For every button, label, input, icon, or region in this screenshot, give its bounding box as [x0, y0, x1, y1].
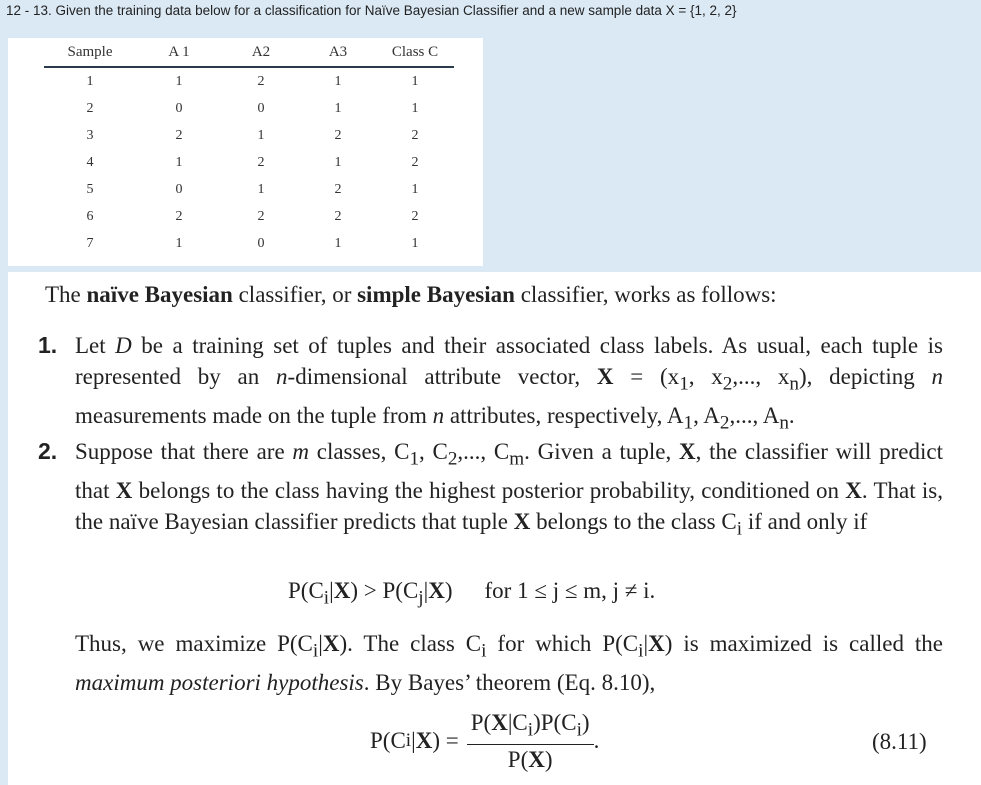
table-cell: 2 [411, 154, 419, 170]
header-class-c: Class C [376, 38, 454, 67]
table-row [44, 203, 454, 230]
intro-sentence: The naïve Bayesian classifier, or simple Bayesian classifier, works as follows: [45, 282, 777, 307]
table-cell: 2 [257, 73, 265, 89]
training-data-table [44, 38, 454, 257]
table-row [44, 122, 454, 149]
training-data-table-panel [8, 38, 483, 266]
table-row [44, 176, 454, 203]
textbook-excerpt [8, 272, 981, 785]
table-cell: 2 [411, 208, 419, 224]
step-number: 1. [38, 332, 58, 358]
table-cell: 2 [257, 208, 265, 224]
table-cell: 1 [175, 154, 183, 170]
table-cell: 2 [334, 127, 342, 143]
table-cell: 3 [86, 127, 94, 143]
table-cell: 2 [334, 208, 342, 224]
step-number: 2. [38, 438, 58, 464]
table-row [44, 95, 454, 122]
bayes-theorem-equation: P(C i | X ) = $\frac{P(X|C_i)P(C_i)}{P(X)}$ . [370, 710, 600, 772]
table-cell: 1 [411, 100, 419, 116]
table-row [44, 230, 454, 257]
table-cell: 1 [411, 235, 419, 251]
table-cell: 2 [411, 127, 419, 143]
table-cell: 1 [175, 235, 183, 251]
table-cell: 1 [175, 73, 183, 89]
header-sample: Sample [44, 38, 136, 67]
table-cell: 1 [334, 154, 342, 170]
question-text: 12 - 13. Given the training data below for a classification for Naïve Bayesian Classifier and a new sample data X = {1, 2, 2} [6, 3, 737, 18]
table-cell: 2 [175, 127, 183, 143]
step-1 [38, 330, 943, 438]
table-header-row [44, 38, 454, 67]
table-cell: 0 [175, 181, 183, 197]
header-a3: A3 [300, 38, 376, 67]
step-2 [38, 436, 943, 544]
table-cell: 1 [334, 100, 342, 116]
table-cell: 1 [257, 181, 265, 197]
table-cell: 1 [86, 73, 94, 89]
table-cell: 1 [334, 235, 342, 251]
numerator: $P(X|C_i)P(C_i)$ [467, 710, 594, 745]
table-cell: 1 [411, 181, 419, 197]
table-cell: 2 [334, 181, 342, 197]
table-cell: 0 [257, 100, 265, 116]
table-cell: 1 [334, 73, 342, 89]
maximize-paragraph: Thus, we maximize $P(C_i|X)$. The class $C_i$ for which $P(C_i|X)$ is maximized is called the maximum posteriori hypothesis. By Bayes’ theorem (Eq. 8.10), [75, 631, 944, 695]
header-a1: A 1 [136, 38, 222, 67]
table-cell: 4 [86, 154, 94, 170]
table-cell: 2 [86, 100, 94, 116]
table-cell: 2 [257, 154, 265, 170]
table-cell: 1 [411, 73, 419, 89]
step-text: Suppose that there are m classes, $C_1$, $C_2$,..., $C_m$. Given a tuple, X, the classifier will predict that X belongs to the class having the highest posterior probability, conditioned on X. That is, the naïve Bayesian classifier predicts that tuple X belongs to the class $C_i$ if and only if [75, 439, 944, 540]
table-cell: 6 [86, 208, 94, 224]
table-cell: 2 [175, 208, 183, 224]
equation-number: (8.11) [872, 729, 927, 754]
table-row [44, 67, 454, 95]
header-a2: A2 [222, 38, 300, 67]
table-cell: 5 [86, 181, 94, 197]
table-cell: 1 [257, 127, 265, 143]
fraction [467, 710, 594, 773]
table-row [44, 149, 454, 176]
table-cell: 7 [86, 235, 94, 251]
table-cell: 0 [257, 235, 265, 251]
step-text: Let D be a training set of tuples and their associated class labels. As usual, each tuple is represented by an n-dimensional attribute vector, $X = (x_1$, $x_2$,..., $x_n$), depicting n measurements made on the tuple from n attributes, respectively, $A_1$, $A_2$,..., $A_n$. [75, 333, 944, 434]
denominator: P(X) [507, 746, 553, 772]
map-decision-rule-equation: $P(C_i|X) > P(C_j|X)$ for 1 ≤ j ≤ m, j ≠ i. [288, 578, 656, 609]
table-cell: 0 [175, 100, 183, 116]
